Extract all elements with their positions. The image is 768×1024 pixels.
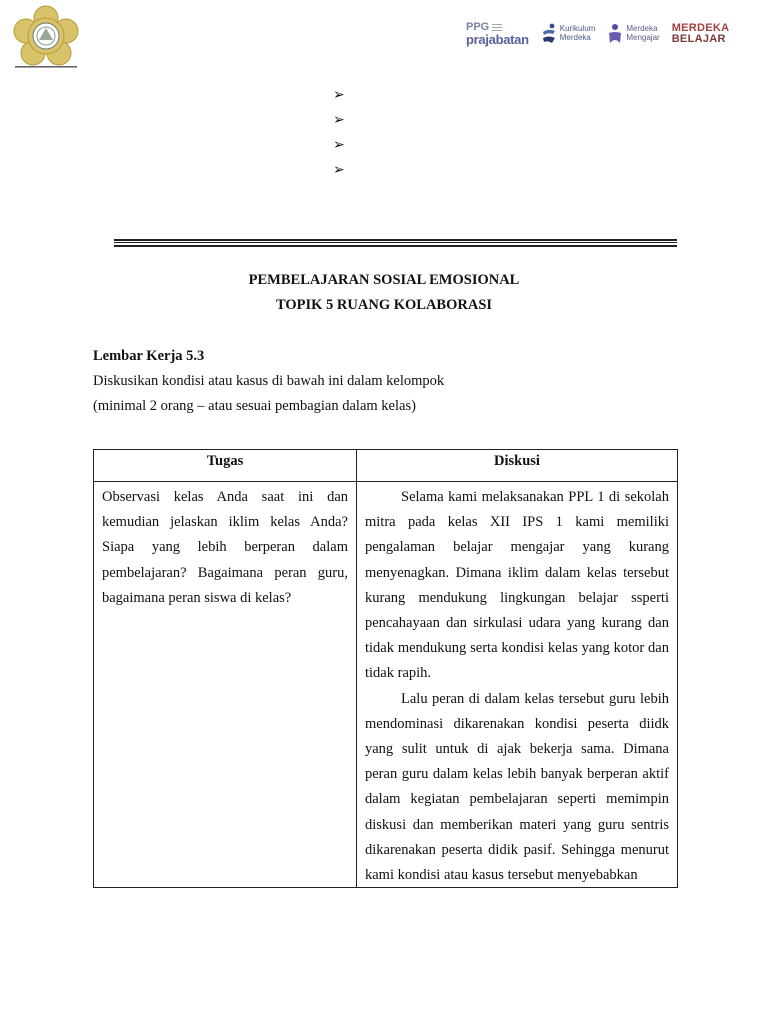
mengajar-line2: Mengajar xyxy=(626,33,660,42)
document-subtitle: TOPIK 5 RUANG KOLABORASI xyxy=(275,297,493,313)
divider-line xyxy=(114,242,677,243)
merdeka-belajar-logo xyxy=(672,23,730,45)
prajabatan-label: prajabatan xyxy=(466,32,529,47)
table-row xyxy=(94,482,678,888)
worksheet-table xyxy=(93,449,678,888)
kurikulum-line1: Kurikulum xyxy=(559,24,596,34)
ppg-prajabatan-logo xyxy=(466,22,529,46)
header-tugas: Tugas xyxy=(94,450,357,482)
empty-bullet-list xyxy=(333,87,345,187)
university-seal-logo xyxy=(11,4,81,70)
merdeka-mengajar-icon xyxy=(607,23,623,45)
worksheet-instruction: Diskusikan kondisi atau kasus di bawah ini dalam kelompok xyxy=(93,373,445,389)
kurikulum-merdeka-logo xyxy=(541,23,596,45)
belajar-line2: BELAJAR xyxy=(671,33,726,45)
diskusi-cell xyxy=(357,482,678,888)
belajar-line1: MERDEKA xyxy=(671,22,730,34)
header-diskusi: Diskusi xyxy=(357,450,678,482)
mengajar-line1: Merdeka xyxy=(626,24,658,34)
partner-logos xyxy=(466,18,729,50)
bullet-item: ➢ xyxy=(333,113,345,128)
bullet-item: ➢ xyxy=(333,138,345,153)
document-title: PEMBELAJARAN SOSIAL EMOSIONAL xyxy=(248,272,520,288)
diskusi-paragraph: Lalu peran di dalam kelas tersebut guru lebih mendominasi dikarenakan kondisi peserta diidk yang sulit untuk di ajak bekerja sama. Dimana peran guru dalam kelas lebih banyak berperan aktif dalam kegiatan pembelajaran seperti memimpin diskusi dan memberikan materi yang guru sentris dikarenakan peserta didik pasif. Sehingga menurut kami kondisi atau kasus tersebut menyebabkan xyxy=(365,690,669,884)
kurikulum-line2: Merdeka xyxy=(559,33,591,42)
page-header xyxy=(0,0,768,80)
merdeka-mengajar-logo xyxy=(607,23,659,45)
divider-line xyxy=(114,239,677,241)
kurikulum-icon xyxy=(541,23,557,45)
worksheet-instruction-note: (minimal 2 orang – atau sesuai pembagian dalam kelas) xyxy=(93,398,416,414)
tugas-cell xyxy=(94,482,357,888)
tugas-text: Observasi kelas Anda saat ini dan kemudian jelaskan iklim kelas Anda? Siapa yang lebih berperan dalam pembelajaran? Bagaimana peran guru, bagaimana peran siswa di kelas? xyxy=(102,489,348,606)
worksheet-title: Lembar Kerja 5.3 xyxy=(93,348,205,364)
bullet-item: ➢ xyxy=(333,88,345,103)
diskusi-paragraph: Selama kami melaksanakan PPL 1 di sekolah mitra pada kelas XII IPS 1 kami memiliki pengalaman belajar mengajar yang kurang menyenagkan. Dimana iklim dalam kelas tersebut kurang mendukung lingkungan belajar ssperti pencahayaan dan sirkulasi udara yang kurang dan tidak mendukung serta kondisi kelas yang kotor dan tidak rapih. xyxy=(365,489,669,682)
divider-line xyxy=(114,245,677,247)
table-header-row xyxy=(94,450,678,482)
ppg-label: PPG xyxy=(466,21,490,33)
bullet-item: ➢ xyxy=(333,163,345,178)
